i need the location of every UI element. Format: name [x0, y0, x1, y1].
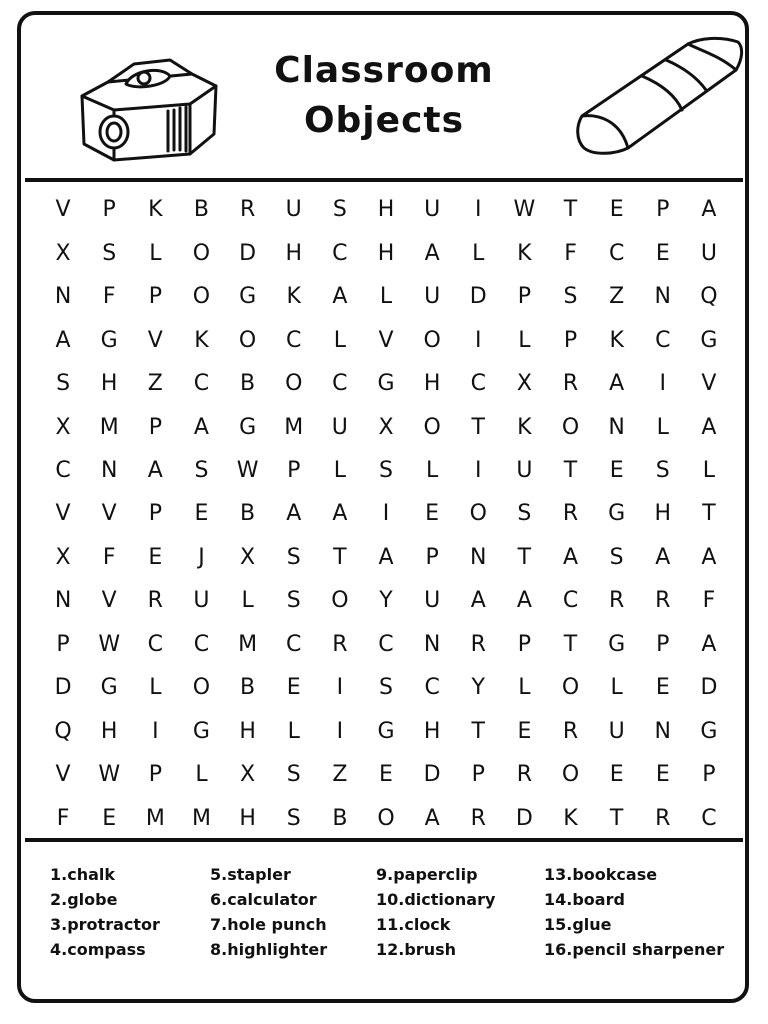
grid-letter: A: [655, 544, 671, 570]
grid-letter: H: [100, 718, 118, 744]
grid-letter: P: [287, 458, 301, 484]
grid-letter: Y: [379, 588, 393, 614]
grid-letter: G: [100, 327, 118, 353]
grid-letter: R: [470, 805, 486, 831]
grid-letter: C: [286, 327, 302, 353]
grid-letter: M: [284, 414, 304, 440]
word-list-item: 12.brush: [376, 940, 456, 959]
grid-letter: O: [192, 240, 211, 266]
grid-letter: Y: [471, 675, 485, 701]
grid-letter: A: [562, 544, 579, 570]
grid-letter: L: [287, 718, 300, 744]
grid-letter: T: [563, 631, 578, 657]
grid-letter: A: [286, 501, 302, 527]
word-list-item: 7.hole punch: [210, 915, 327, 934]
grid-letter: L: [518, 327, 531, 353]
grid-letter: P: [517, 284, 532, 310]
grid-letter: I: [475, 458, 482, 484]
grid-letter: A: [332, 501, 348, 527]
grid-letter: U: [608, 718, 625, 744]
grid-letter: H: [100, 371, 118, 397]
grid-letter: P: [563, 327, 578, 353]
grid-letter: W: [236, 458, 259, 484]
grid-letter: L: [610, 675, 623, 701]
grid-letter: R: [655, 588, 671, 614]
grid-letter: P: [702, 762, 716, 788]
grid-letter: I: [152, 718, 159, 744]
grid-letter: K: [563, 805, 578, 831]
grid-letter: V: [55, 197, 71, 223]
grid-letter: S: [194, 458, 209, 484]
grid-letter: G: [608, 631, 626, 657]
grid-letter: N: [423, 631, 441, 657]
grid-letter: R: [516, 762, 533, 788]
grid-letter: I: [382, 501, 390, 527]
grid-letter: P: [425, 544, 439, 570]
grid-letter: M: [99, 414, 119, 440]
grid-letter: P: [148, 284, 162, 310]
grid-letter: T: [563, 458, 578, 484]
grid-letter: S: [609, 544, 624, 570]
grid-letter: H: [377, 240, 395, 266]
grid-letter: S: [286, 588, 301, 614]
grid-letter: E: [655, 762, 670, 788]
grid-letter: A: [701, 197, 717, 223]
grid-letter: W: [513, 197, 536, 223]
grid-letter: H: [377, 197, 395, 223]
word-list-item: 11.clock: [376, 915, 451, 934]
grid-letter: O: [192, 284, 211, 310]
grid-letter: L: [333, 458, 346, 484]
grid-letter: D: [700, 675, 718, 701]
grid-letter: S: [517, 501, 532, 527]
grid-letter: Z: [332, 762, 348, 788]
grid-letter: G: [239, 414, 257, 440]
grid-letter: P: [656, 197, 670, 223]
word-list-item: 6.calculator: [210, 890, 317, 909]
grid-letter: Q: [54, 718, 72, 744]
grid-letter: P: [148, 501, 162, 527]
grid-letter: J: [198, 544, 205, 570]
grid-letter: X: [378, 414, 394, 440]
grid-letter: C: [562, 588, 579, 614]
word-list-item: 14.board: [544, 890, 625, 909]
grid-letter: X: [240, 762, 256, 788]
grid-letter: T: [471, 718, 485, 744]
grid-letter: L: [702, 458, 716, 484]
grid-letter: G: [377, 718, 395, 744]
grid-letter: H: [239, 805, 256, 831]
grid-letter: K: [286, 284, 301, 310]
grid-letter: E: [609, 762, 624, 788]
grid-letter: S: [655, 458, 670, 484]
word-list-item: 1.chalk: [50, 865, 116, 884]
grid-letter: U: [700, 240, 717, 266]
word-list-item: 9.paperclip: [376, 865, 478, 884]
grid-letter: V: [101, 501, 117, 527]
grid-letter: K: [148, 197, 163, 223]
grid-letter: C: [193, 631, 210, 657]
grid-letter: R: [562, 718, 579, 744]
grid-letter: C: [608, 240, 625, 266]
grid-letter: M: [145, 805, 165, 831]
grid-letter: A: [701, 631, 717, 657]
grid-letter: R: [655, 805, 671, 831]
grid-letter: U: [193, 588, 210, 614]
grid-letter: B: [240, 371, 256, 397]
grid-letter: P: [148, 414, 162, 440]
grid-letter: G: [192, 718, 210, 744]
grid-letter: B: [240, 675, 256, 701]
title-line-1: Classroom: [274, 50, 494, 91]
word-list-item: 3.protractor: [50, 915, 160, 934]
grid-letter: H: [654, 501, 672, 527]
top-divider: [25, 178, 743, 182]
grid-letter: I: [659, 371, 667, 397]
grid-letter: E: [517, 718, 532, 744]
grid-letter: V: [101, 588, 117, 614]
grid-letter: H: [285, 240, 302, 266]
grid-letter: C: [193, 371, 210, 397]
grid-letter: S: [102, 240, 117, 266]
grid-letter: A: [332, 284, 348, 310]
grid-letter: U: [331, 414, 348, 440]
grid-letter: V: [55, 501, 71, 527]
grid-letter: P: [102, 197, 116, 223]
grid-letter: L: [379, 284, 393, 310]
grid-letter: E: [379, 762, 393, 788]
grid-letter: I: [475, 327, 482, 353]
grid-letter: C: [332, 371, 348, 397]
grid-letter: A: [609, 371, 625, 397]
grid-letter: O: [285, 371, 303, 397]
grid-letter: E: [425, 501, 440, 527]
grid-letter: X: [55, 240, 71, 266]
grid-letter: V: [147, 327, 163, 353]
grid-letter: O: [377, 805, 395, 831]
grid-letter: P: [471, 762, 485, 788]
grid-letter: O: [469, 501, 487, 527]
grid-letter: N: [654, 718, 672, 744]
grid-letter: A: [470, 588, 486, 614]
grid-letter: N: [54, 284, 72, 310]
grid-letter: H: [423, 718, 441, 744]
grid-letter: A: [701, 544, 717, 570]
grid-letter: T: [517, 544, 532, 570]
word-list-item: 16.pencil sharpener: [544, 940, 725, 959]
grid-letter: L: [333, 327, 346, 353]
grid-letter: L: [149, 240, 162, 266]
grid-letter: D: [54, 675, 72, 701]
grid-letter: Z: [609, 284, 625, 310]
grid-letter: C: [332, 240, 348, 266]
grid-letter: N: [100, 458, 118, 484]
grid-letter: O: [331, 588, 349, 614]
word-list-item: 13.bookcase: [544, 865, 658, 884]
grid-letter: G: [700, 718, 718, 744]
grid-letter: B: [332, 805, 348, 831]
grid-letter: L: [518, 675, 531, 701]
eraser-icon: [570, 30, 750, 166]
grid-letter: C: [655, 327, 671, 353]
grid-letter: A: [424, 240, 440, 266]
grid-letter: M: [238, 631, 258, 657]
grid-letter: V: [378, 327, 394, 353]
grid-letter: F: [702, 588, 716, 614]
grid-letter: A: [193, 414, 209, 440]
grid-letter: F: [56, 805, 70, 831]
grid-letter: N: [654, 284, 672, 310]
grid-letter: N: [54, 588, 72, 614]
grid-letter: C: [378, 631, 394, 657]
word-list: [50, 862, 740, 972]
title-line-2: Objects: [303, 100, 465, 141]
word-list-item: 5.stapler: [210, 865, 291, 884]
grid-letter: S: [563, 284, 578, 310]
grid-letter: S: [286, 762, 301, 788]
grid-letter: S: [379, 458, 393, 484]
grid-letter: E: [148, 544, 163, 570]
grid-letter: V: [55, 762, 71, 788]
grid-letter: O: [423, 414, 441, 440]
bottom-divider: [25, 838, 743, 842]
grid-letter: F: [102, 284, 116, 310]
grid-letter: R: [562, 501, 579, 527]
grid-letter: A: [701, 414, 717, 440]
grid-letter: C: [701, 805, 717, 831]
grid-letter: N: [470, 544, 487, 570]
grid-letter: H: [423, 371, 441, 397]
grid-letter: G: [608, 501, 626, 527]
grid-letter: L: [425, 458, 439, 484]
grid-letter: K: [517, 240, 532, 266]
grid-letter: E: [286, 675, 301, 701]
grid-letter: F: [102, 544, 116, 570]
grid-letter: X: [240, 544, 256, 570]
grid-letter: U: [516, 458, 533, 484]
grid-letter: C: [286, 631, 302, 657]
grid-letter: T: [333, 544, 347, 570]
word-list-item: 2.globe: [50, 890, 118, 909]
grid-letter: R: [562, 371, 579, 397]
grid-letter: E: [194, 501, 209, 527]
grid-letter: P: [56, 631, 70, 657]
grid-letter: C: [470, 371, 486, 397]
grid-letter: O: [561, 762, 580, 788]
grid-letter: P: [517, 631, 532, 657]
grid-letter: I: [475, 197, 482, 223]
grid-letter: G: [700, 327, 718, 353]
grid-letter: L: [149, 675, 162, 701]
grid-letter: P: [656, 631, 670, 657]
grid-letter: A: [147, 458, 163, 484]
grid-letter: L: [472, 240, 485, 266]
grid-letter: U: [424, 284, 441, 310]
grid-letter: D: [469, 284, 487, 310]
grid-letter: B: [240, 501, 256, 527]
grid-letter: Q: [700, 284, 718, 310]
grid-letter: C: [147, 631, 164, 657]
letter-grid: [40, 188, 732, 840]
grid-letter: S: [56, 371, 71, 397]
grid-letter: R: [147, 588, 163, 614]
grid-letter: E: [655, 240, 670, 266]
grid-letter: O: [238, 327, 257, 353]
grid-letter: G: [377, 371, 395, 397]
grid-letter: F: [564, 240, 577, 266]
grid-letter: P: [148, 762, 162, 788]
grid-letter: R: [239, 197, 256, 223]
grid-letter: E: [609, 458, 624, 484]
grid-letter: D: [515, 805, 533, 831]
grid-letter: O: [423, 327, 441, 353]
grid-letter: K: [517, 414, 532, 440]
grid-letter: R: [332, 631, 348, 657]
grid-letter: R: [609, 588, 625, 614]
grid-letter: E: [609, 197, 624, 223]
grid-letter: S: [332, 197, 347, 223]
grid-letter: T: [563, 197, 578, 223]
grid-letter: S: [379, 675, 393, 701]
grid-letter: G: [239, 284, 257, 310]
page-title: [184, 46, 584, 146]
word-list-item: 4.compass: [50, 940, 146, 959]
grid-letter: W: [98, 762, 121, 788]
grid-letter: T: [609, 805, 624, 831]
grid-letter: C: [424, 675, 440, 701]
grid-letter: G: [100, 675, 118, 701]
grid-letter: O: [561, 675, 580, 701]
grid-letter: E: [655, 675, 670, 701]
grid-letter: W: [98, 631, 121, 657]
word-list-item: 10.dictionary: [376, 890, 496, 909]
word-list-item: 15.glue: [544, 915, 612, 934]
grid-letter: A: [516, 588, 532, 614]
grid-letter: R: [470, 631, 486, 657]
grid-letter: A: [55, 327, 71, 353]
grid-letter: X: [55, 544, 71, 570]
grid-letter: U: [424, 588, 441, 614]
grid-letter: L: [195, 762, 208, 788]
grid-letter: K: [609, 327, 624, 353]
grid-letter: U: [424, 197, 441, 223]
grid-letter: H: [239, 718, 256, 744]
grid-letter: A: [378, 544, 394, 570]
grid-letter: C: [55, 458, 71, 484]
grid-letter: D: [239, 240, 257, 266]
grid-letter: E: [102, 805, 117, 831]
grid-letter: Z: [147, 371, 163, 397]
grid-letter: T: [702, 501, 716, 527]
grid-letter: S: [286, 805, 301, 831]
grid-letter: V: [701, 371, 717, 397]
grid-letter: T: [471, 414, 485, 440]
grid-letter: X: [516, 371, 532, 397]
grid-letter: N: [608, 414, 625, 440]
word-list-item: 8.highlighter: [210, 940, 328, 959]
grid-letter: M: [191, 805, 211, 831]
grid-letter: O: [192, 675, 211, 701]
grid-letter: L: [656, 414, 669, 440]
grid-letter: S: [286, 544, 301, 570]
grid-letter: A: [424, 805, 440, 831]
grid-letter: K: [194, 327, 209, 353]
grid-letter: X: [55, 414, 71, 440]
grid-letter: O: [561, 414, 580, 440]
grid-letter: U: [285, 197, 302, 223]
grid-letter: B: [193, 197, 209, 223]
grid-letter: L: [241, 588, 254, 614]
grid-letter: I: [336, 718, 344, 744]
grid-letter: I: [336, 675, 344, 701]
grid-letter: D: [423, 762, 441, 788]
